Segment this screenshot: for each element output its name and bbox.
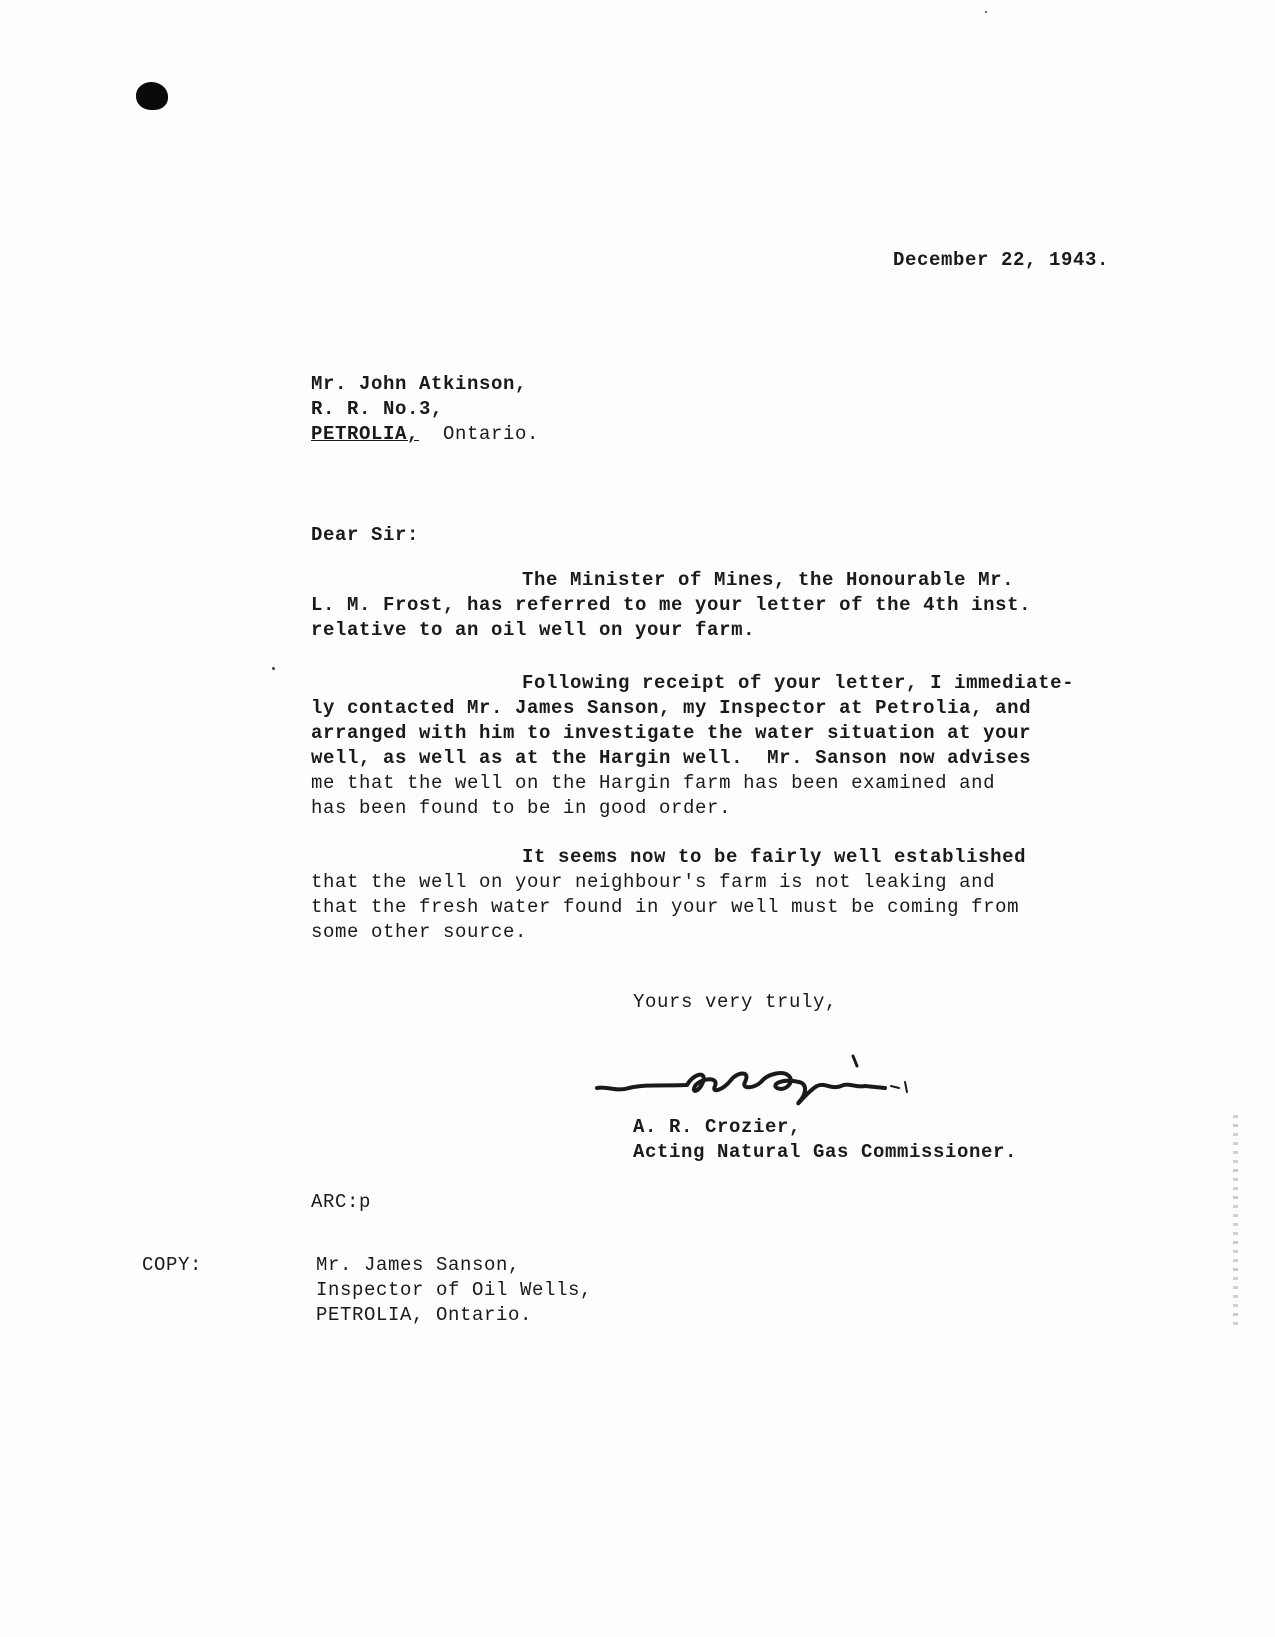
copy-name: Mr. James Sanson,: [316, 1254, 521, 1276]
paragraph-3: [311, 845, 1071, 945]
paragraph-1: [311, 568, 1071, 643]
paragraph-line: ly contacted Mr. James Sanson, my Inspector at Petrolia, and: [311, 697, 1032, 719]
reference-initials: ARC:p: [311, 1191, 372, 1213]
paragraph-2: [311, 671, 1075, 821]
paragraph-line: relative to an oil well on your farm.: [311, 619, 756, 641]
signature-block: [633, 1115, 1017, 1165]
copy-title: Inspector of Oil Wells,: [316, 1279, 593, 1301]
paragraph-line: The Minister of Mines, the Honourable Mr.: [522, 569, 1015, 591]
paragraph-line: It seems now to be fairly well established: [522, 846, 1027, 868]
letter-date: December 22, 1943.: [893, 249, 1110, 271]
paper-speck: [985, 11, 987, 13]
paragraph-line: that the well on your neighbour's farm is not leaking and: [311, 871, 996, 893]
handwritten-signature: [595, 1052, 930, 1112]
addressee-route: R. R. No.3,: [311, 398, 444, 420]
paragraph-line: L. M. Frost, has referred to me your letter of the 4th inst.: [311, 594, 1032, 616]
signer-name: A. R. Crozier,: [633, 1116, 802, 1138]
paragraph-line: well, as well as at the Hargin well. Mr. Sanson now advises: [311, 747, 1032, 769]
copy-label: COPY:: [142, 1254, 203, 1276]
signer-title: Acting Natural Gas Commissioner.: [633, 1141, 1018, 1163]
paragraph-line: that the fresh water found in your well must be coming from: [311, 896, 1020, 918]
punch-hole: [136, 82, 168, 110]
addressee-location: [311, 422, 539, 447]
paragraph-line: has been found to be in good order.: [311, 797, 732, 819]
scan-edge-marks: [1233, 1115, 1238, 1325]
paragraph-line: Following receipt of your letter, I immediate-: [522, 672, 1075, 694]
paragraph-line: arranged with him to investigate the water situation at your: [311, 722, 1032, 744]
addressee-block: [311, 372, 539, 447]
paper-speck: [272, 667, 275, 670]
addressee-city: PETROLIA,: [311, 423, 420, 445]
paragraph-line: some other source.: [311, 921, 528, 943]
closing: Yours very truly,: [633, 991, 838, 1013]
salutation: Dear Sir:: [311, 524, 420, 546]
addressee-name: Mr. John Atkinson,: [311, 373, 528, 395]
copy-recipient-block: [316, 1253, 592, 1328]
paragraph-line: me that the well on the Hargin farm has been examined and: [311, 772, 996, 794]
addressee-province: Ontario.: [443, 423, 540, 445]
copy-location: PETROLIA, Ontario.: [316, 1304, 533, 1326]
